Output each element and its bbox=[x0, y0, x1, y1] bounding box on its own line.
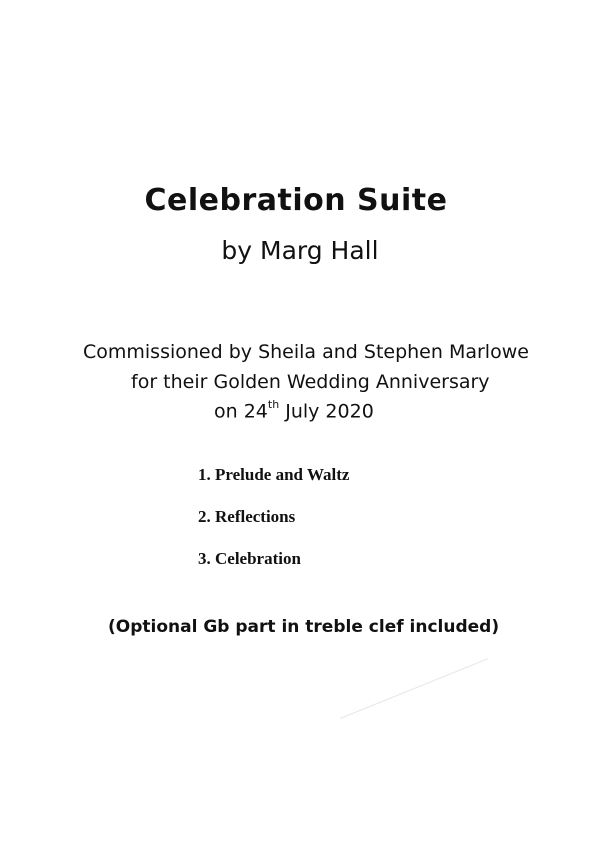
commission-line-1: Commissioned by Sheila and Stephen Marlowe bbox=[83, 341, 529, 363]
movement-item: 2. Reflections bbox=[198, 507, 296, 526]
movement-list bbox=[198, 464, 349, 590]
paper-mark bbox=[340, 658, 489, 719]
composer-byline-text: by Marg Hall bbox=[221, 236, 379, 265]
commission-date-ordinal: th bbox=[267, 398, 280, 411]
composer-byline bbox=[0, 236, 600, 265]
optional-part-note: (Optional Gb part in treble clef included) bbox=[108, 617, 500, 637]
suite-title bbox=[0, 183, 600, 218]
suite-title-text: Celebration Suite bbox=[144, 183, 448, 218]
commission-date-rest: July 2020 bbox=[279, 400, 374, 423]
commission-line-2: for their Golden Wedding Anniversary bbox=[131, 371, 490, 393]
movement-item: 3. Celebration bbox=[198, 549, 301, 568]
commission-date-prefix: on 24 bbox=[214, 400, 268, 423]
commission-date bbox=[214, 400, 374, 422]
movement-item: 1. Prelude and Waltz bbox=[198, 465, 350, 484]
